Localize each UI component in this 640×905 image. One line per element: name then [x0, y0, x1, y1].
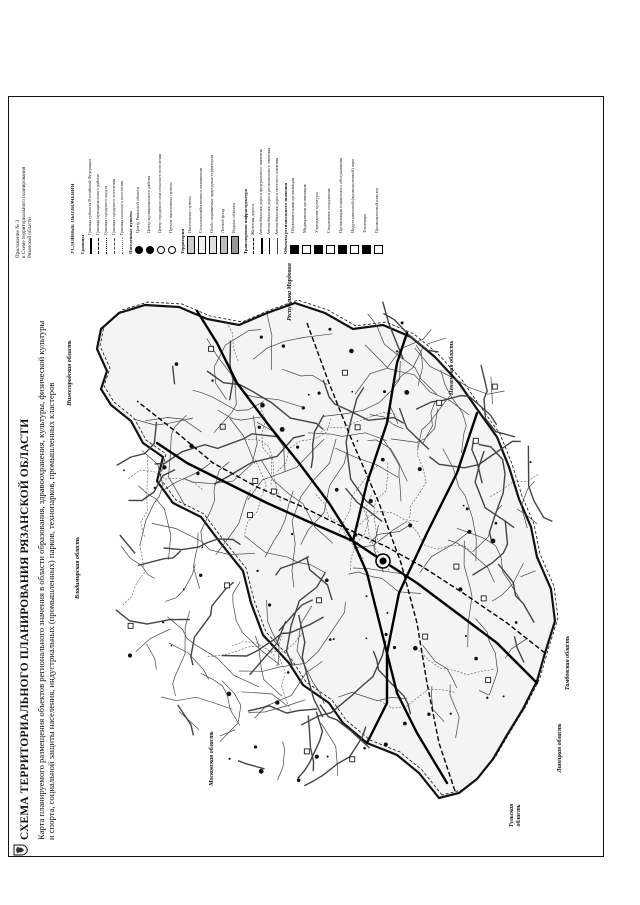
local-road — [193, 533, 199, 589]
legend-item — [103, 104, 108, 254]
settlement-marker — [260, 336, 263, 339]
settlement-marker — [385, 633, 388, 636]
appendix-note — [15, 108, 33, 258]
legend-item — [187, 104, 195, 254]
legend-groups — [80, 104, 383, 254]
facility-marker — [423, 634, 428, 639]
legend-symbol-icon — [157, 246, 165, 254]
settlement-marker — [403, 722, 407, 726]
settlement-marker — [427, 713, 430, 716]
settlement-marker — [413, 646, 418, 651]
local-road — [165, 564, 195, 601]
legend-symbol-icon — [135, 246, 143, 254]
legend-symbol-icon — [338, 245, 347, 254]
legend-group-heading: Населенные пункты — [128, 211, 133, 254]
settlement-marker — [297, 779, 301, 783]
local-road — [491, 377, 493, 405]
settlement-marker — [335, 488, 339, 492]
appendix-line: к Схеме территориального планирования — [21, 166, 27, 258]
region-label-mordovia: Республика Мордовия — [287, 263, 293, 321]
settlement-marker — [327, 501, 329, 503]
settlement-marker — [450, 713, 452, 715]
map-subtitle — [36, 250, 56, 840]
facility-marker — [209, 346, 214, 351]
legend-item — [220, 104, 228, 254]
legend-group-heading: Границы — [80, 234, 85, 254]
legend-item — [314, 104, 323, 254]
map-sheet — [8, 96, 604, 857]
local-road — [167, 617, 259, 687]
region-boundary — [97, 300, 558, 798]
legend-item — [231, 104, 239, 254]
settlement-marker — [189, 444, 193, 448]
coat-of-arms-icon — [13, 844, 28, 856]
settlement-marker — [275, 700, 279, 704]
legend-item — [362, 104, 371, 254]
legend-symbol-icon — [209, 236, 217, 254]
legend-item-label: Водные объекты — [231, 202, 236, 233]
legend-item — [146, 104, 154, 254]
legend-item-label: Граница субъекта Российской Федерации — [87, 159, 92, 235]
settlement-marker — [287, 671, 290, 674]
region-label-tula: Тульская область — [509, 803, 522, 828]
facility-marker — [253, 478, 258, 483]
settlement-marker — [363, 747, 366, 750]
settlement-marker — [211, 379, 213, 381]
settlement-marker — [258, 426, 261, 429]
settlement-marker — [302, 406, 305, 409]
settlement-marker — [227, 692, 232, 697]
legend-item — [266, 104, 271, 254]
settlement-marker — [515, 621, 518, 624]
settlement-marker — [260, 403, 265, 408]
settlement-marker — [282, 344, 285, 347]
legend-item — [157, 104, 165, 254]
local-road — [116, 610, 190, 624]
legend-symbol-icon — [314, 245, 323, 254]
settlement-marker — [458, 587, 462, 591]
facility-marker — [437, 400, 442, 405]
legend-item-label: Образовательная организация — [290, 178, 295, 233]
legend-item — [87, 104, 92, 254]
settlement-marker — [308, 394, 310, 396]
settlement-marker — [325, 579, 329, 583]
settlement-marker — [466, 507, 469, 510]
settlement-marker — [503, 695, 505, 697]
settlement-marker — [495, 522, 498, 525]
legend-item — [290, 104, 299, 254]
local-road — [220, 681, 241, 742]
facility-marker — [486, 678, 491, 683]
local-road — [201, 673, 240, 725]
settlement-marker — [280, 427, 285, 432]
local-road — [178, 705, 194, 736]
region-label-moscow: Московская область — [209, 731, 215, 786]
facility-marker — [355, 425, 360, 430]
local-road — [321, 723, 337, 775]
facility-marker — [350, 757, 355, 762]
legend-item-label: Центр Рязанской области — [135, 186, 140, 233]
legend-item-label: Граница сельского поселения — [119, 181, 124, 235]
facility-marker — [248, 513, 253, 518]
settlement-marker — [162, 621, 164, 623]
local-road — [238, 761, 265, 769]
legend-symbol-icon — [90, 238, 92, 254]
settlement-marker — [530, 461, 532, 463]
settlement-marker — [291, 533, 293, 535]
legend-symbol-icon — [231, 236, 239, 254]
settlement-marker — [171, 645, 173, 647]
facility-marker — [225, 583, 230, 588]
legend-symbol-icon — [350, 245, 359, 254]
map-legend — [71, 104, 591, 254]
local-road — [191, 582, 234, 665]
settlement-marker — [351, 391, 353, 393]
legend-item-label: Медицинская организация — [302, 184, 307, 233]
settlement-marker — [463, 505, 465, 507]
legend-item — [250, 104, 255, 254]
legend-item-label: Организация социального обслуживания — [338, 157, 343, 233]
legend-item-label: Спортивное сооружение — [326, 188, 331, 233]
legend-symbol-icon — [290, 245, 299, 254]
settlement-marker — [366, 637, 368, 639]
legend-item-label: Особо охраняемые природные территории — [209, 155, 214, 233]
legend-item-label: Железная дорога — [250, 204, 255, 235]
legend-item — [258, 104, 263, 254]
local-road — [140, 451, 163, 546]
ryazan-region-map — [67, 257, 567, 803]
legend-symbol-icon — [261, 238, 263, 254]
settlement-marker — [318, 392, 321, 395]
settlement-marker — [465, 635, 467, 637]
legend-symbol-icon — [220, 236, 228, 254]
subtitle-line: и спорта, социальной защиты населения, индустриальных (промышленных) парков, технопарков, промышленных кластеров — [46, 382, 56, 840]
region-label-vladimir: Владимирская область — [75, 537, 81, 599]
facility-marker — [481, 596, 486, 601]
legend-item-label: Сельскохозяйственного назначения — [198, 168, 203, 233]
local-road — [278, 742, 285, 781]
legend-item — [95, 104, 100, 254]
district-boundary — [141, 455, 148, 537]
local-road — [138, 551, 181, 566]
facility-marker — [271, 489, 276, 494]
local-road — [161, 697, 232, 709]
local-road — [120, 535, 135, 553]
legend-symbol-icon — [253, 238, 254, 254]
subtitle-line: Карта планируемого размещения объектов регионального значения в области образования, здравоохранения, культуры, физической культуры — [36, 320, 46, 840]
settlement-marker — [259, 769, 264, 774]
settlement-marker — [329, 638, 332, 641]
settlement-marker — [202, 547, 204, 549]
legend-item — [274, 104, 279, 254]
legend-item-label: Индустриальный (промышленный) парк — [350, 158, 355, 233]
settlement-marker — [328, 328, 331, 331]
settlement-marker — [268, 603, 271, 606]
settlement-marker — [386, 612, 388, 614]
legend-item-label: Технопарк — [362, 213, 367, 233]
legend-item-label: Промышленный кластер — [374, 187, 379, 233]
legend-item-label: Граница городского поселения — [111, 178, 116, 235]
legend-item-label: Граница муниципального района — [95, 174, 100, 235]
legend-symbol-icon — [168, 246, 176, 254]
legend-item — [338, 104, 347, 254]
legend-item — [374, 104, 383, 254]
settlement-marker — [123, 469, 125, 471]
settlement-marker — [333, 638, 335, 640]
legend-item — [209, 104, 217, 254]
settlement-marker — [401, 321, 404, 324]
facility-marker — [304, 749, 309, 754]
settlement-marker — [396, 350, 398, 352]
legend-symbol-icon — [198, 236, 206, 254]
legend-symbol-icon — [122, 238, 123, 254]
legend-item — [350, 104, 359, 254]
legend-item — [326, 104, 335, 254]
legend-item-label: Центр муниципального района — [146, 176, 151, 233]
settlement-marker — [357, 440, 359, 442]
settlement-marker — [196, 472, 199, 475]
legend-item — [302, 104, 311, 254]
legend-symbol-icon — [374, 245, 383, 254]
facility-marker — [492, 384, 497, 389]
settlement-marker — [128, 653, 132, 657]
legend-item — [168, 104, 176, 254]
settlement-marker — [381, 458, 385, 462]
settlement-marker — [254, 745, 257, 748]
legend-symbol-icon — [187, 236, 195, 254]
settlement-marker — [162, 465, 166, 469]
region-label-penza: Пензенская область — [449, 340, 455, 396]
legend-group-heading: Территории — [180, 228, 185, 254]
facility-marker — [220, 424, 225, 429]
settlement-marker — [315, 755, 319, 759]
settlement-marker — [467, 530, 471, 534]
settlement-marker — [418, 467, 422, 471]
settlement-marker — [474, 657, 478, 661]
settlement-marker — [491, 539, 496, 544]
region-label-nizhny: Нижегородская область — [67, 340, 73, 406]
legend-symbol-icon — [302, 245, 311, 254]
settlement-marker — [393, 646, 396, 649]
settlement-marker — [229, 758, 231, 760]
regional-centre-marker — [376, 554, 390, 568]
settlement-marker — [369, 499, 373, 503]
legend-group-heading: Транспортная инфраструктура — [243, 188, 248, 254]
local-road — [241, 692, 287, 706]
settlement-marker — [366, 595, 368, 597]
settlement-marker — [296, 446, 299, 449]
legend-symbol-icon — [98, 238, 99, 254]
appendix-line: Рязанской области — [27, 217, 33, 258]
settlement-marker — [486, 697, 488, 699]
local-road — [136, 629, 171, 652]
legend-symbol-icon — [106, 238, 107, 254]
settlement-marker — [354, 533, 358, 537]
legend-item-label: Автомобильная дорога регионального значения — [266, 147, 271, 235]
local-road — [220, 730, 235, 736]
legend-symbol-icon — [326, 245, 335, 254]
rotated-map-page — [9, 97, 605, 858]
district-boundary — [208, 646, 278, 668]
legend-symbol-icon — [114, 238, 115, 254]
legend-item-label: Граница городского округа — [103, 185, 108, 235]
legend-item — [198, 104, 206, 254]
legend-item — [135, 104, 143, 254]
legend-item-label: Автомобильная дорога федерального значения — [258, 149, 263, 235]
local-road — [179, 711, 199, 729]
settlement-marker — [327, 756, 329, 758]
settlement-marker — [404, 390, 409, 395]
legend-item-label: Лесной фонд — [220, 208, 225, 233]
local-road — [427, 338, 446, 344]
legend-symbol-icon — [269, 238, 270, 254]
region-label-lipetsk: Липецкая область — [557, 723, 563, 773]
region-label-tambov: Тамбовская область — [565, 635, 571, 691]
district-boundary — [122, 545, 145, 607]
legend-item-label: Прочие населенные пункты — [168, 182, 173, 233]
local-road — [528, 446, 552, 522]
settlement-marker — [256, 570, 258, 572]
facility-marker — [343, 370, 348, 375]
legend-item-label: Центр городского или сельского поселения — [157, 153, 162, 233]
legend-item-label: Населенные пункты — [187, 196, 192, 233]
appendix-line: Приложение № 3 — [15, 220, 21, 258]
settlement-marker — [175, 362, 179, 366]
legend-item — [119, 104, 124, 254]
settlement-marker — [408, 523, 412, 527]
settlement-marker — [183, 588, 185, 590]
legend-item-label: Автомобильная дорога местного значения — [274, 157, 279, 235]
legend-item — [111, 104, 116, 254]
settlement-marker — [154, 487, 156, 489]
settlement-marker — [383, 390, 386, 393]
settlement-marker — [349, 349, 354, 354]
facility-marker — [454, 564, 459, 569]
legend-title: УСЛОВНЫЕ ОБОЗНАЧЕНИЯ — [71, 183, 76, 254]
legend-symbol-icon — [277, 238, 278, 254]
facility-marker — [128, 623, 133, 628]
local-road — [147, 644, 157, 670]
legend-item-label: Учреждение культуры — [314, 192, 319, 233]
legend-group-heading: Объекты регионального значения — [283, 182, 288, 254]
legend-symbol-icon — [362, 245, 371, 254]
settlement-marker — [199, 574, 202, 577]
facility-marker — [317, 598, 322, 603]
settlement-marker — [384, 743, 388, 747]
facility-marker — [473, 438, 478, 443]
legend-symbol-icon — [146, 246, 154, 254]
map-title: СХЕМА ТЕРРИТОРИАЛЬНОГО ПЛАНИРОВАНИЯ РЯЗАНСКОЙ ОБЛАСТИ — [19, 418, 31, 840]
